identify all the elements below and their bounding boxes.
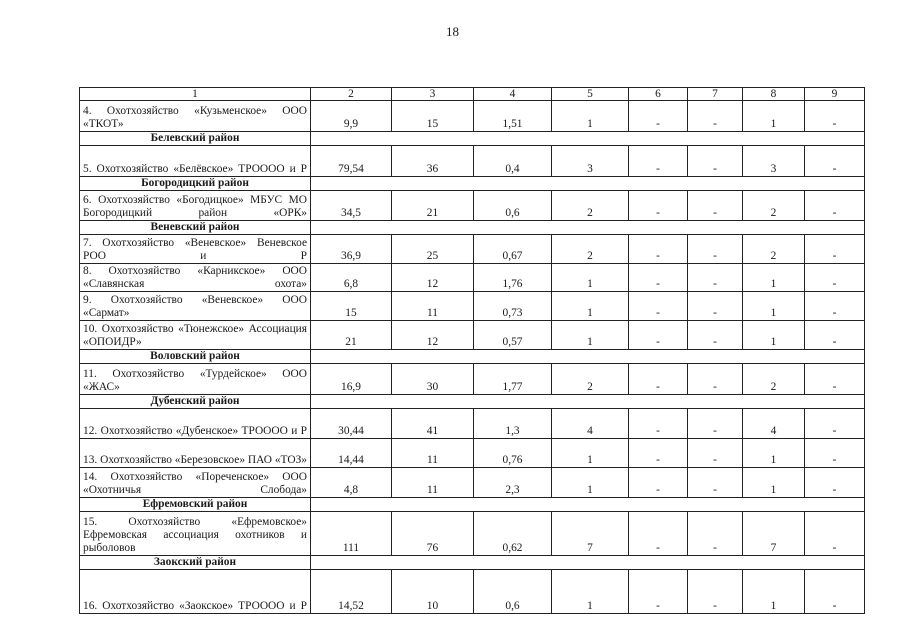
- table-cell: 34,5: [311, 191, 392, 221]
- column-header: 8: [743, 88, 805, 101]
- district-filler: [311, 177, 865, 191]
- table-cell: 1: [743, 292, 805, 321]
- table-cell: -: [688, 409, 743, 439]
- district-name: Ефремовский район: [80, 498, 311, 512]
- table-cell: 4: [552, 409, 629, 439]
- table-cell: 0,67: [474, 235, 552, 264]
- table-cell: -: [688, 235, 743, 264]
- district-filler: [311, 221, 865, 235]
- table-cell: 111: [311, 512, 392, 556]
- table-cell: 1,51: [474, 101, 552, 132]
- district-filler: [311, 132, 865, 146]
- table-cell: 1: [552, 321, 629, 350]
- table-row: [80, 235, 865, 264]
- column-header: 7: [688, 88, 743, 101]
- table-cell: 9,9: [311, 101, 392, 132]
- hunting-farm-name: 5. Охотхозяйство «Белёвское» ТРОООО и Р: [80, 146, 311, 177]
- table-cell: 0,6: [474, 570, 552, 614]
- table-cell: 76: [392, 512, 474, 556]
- table-cell: 3: [743, 146, 805, 177]
- table-cell: -: [629, 264, 688, 292]
- table-cell: 0,62: [474, 512, 552, 556]
- table-cell: -: [805, 439, 865, 468]
- table-cell: 11: [392, 292, 474, 321]
- table-cell: 1: [743, 439, 805, 468]
- table-cell: 2: [743, 191, 805, 221]
- table-cell: 2,3: [474, 468, 552, 498]
- table-cell: 4,8: [311, 468, 392, 498]
- table-cell: 0,6: [474, 191, 552, 221]
- table-cell: 4: [743, 409, 805, 439]
- table-cell: -: [629, 191, 688, 221]
- table-cell: 36,9: [311, 235, 392, 264]
- table-row: [80, 321, 865, 350]
- table-cell: -: [629, 235, 688, 264]
- table-cell: 2: [552, 235, 629, 264]
- table-cell: 14,52: [311, 570, 392, 614]
- hunting-farm-name: 13. Охотхозяйство «Березовское» ПАО «ТОЗ»: [80, 439, 311, 468]
- column-header: 5: [552, 88, 629, 101]
- data-table: [79, 87, 865, 614]
- district-filler: [311, 556, 865, 570]
- table-cell: 10: [392, 570, 474, 614]
- table-cell: 12: [392, 321, 474, 350]
- table-cell: 25: [392, 235, 474, 264]
- table-cell: 0,73: [474, 292, 552, 321]
- hunting-farm-name: 12. Охотхозяйство «Дубенское» ТРОООО и Р: [80, 409, 311, 439]
- table-row: [80, 101, 865, 132]
- header-row: [80, 88, 865, 101]
- table-cell: 14,44: [311, 439, 392, 468]
- table-cell: -: [805, 512, 865, 556]
- table-cell: 1: [552, 439, 629, 468]
- table-cell: 0,76: [474, 439, 552, 468]
- table-cell: 7: [743, 512, 805, 556]
- table-cell: -: [629, 101, 688, 132]
- district-row: [80, 132, 865, 146]
- district-name: Богородицкий район: [80, 177, 311, 191]
- hunting-farm-name: 7. Охотхозяйство «Веневское» Веневское РОО и Р: [80, 235, 311, 264]
- table-cell: -: [688, 101, 743, 132]
- district-row: [80, 395, 865, 409]
- table-cell: -: [805, 570, 865, 614]
- table-row: [80, 191, 865, 221]
- table-cell: -: [629, 468, 688, 498]
- table-cell: -: [629, 364, 688, 395]
- column-header: 2: [311, 88, 392, 101]
- table-cell: 7: [552, 512, 629, 556]
- table-cell: -: [629, 321, 688, 350]
- district-row: [80, 498, 865, 512]
- table-cell: -: [688, 439, 743, 468]
- table-cell: -: [629, 292, 688, 321]
- table-cell: 11: [392, 439, 474, 468]
- table-cell: -: [629, 146, 688, 177]
- table-cell: -: [805, 235, 865, 264]
- table-cell: 1: [552, 101, 629, 132]
- table-cell: -: [688, 146, 743, 177]
- table-cell: -: [805, 321, 865, 350]
- column-header: 9: [805, 88, 865, 101]
- table-row: [80, 512, 865, 556]
- table-cell: -: [688, 292, 743, 321]
- table-cell: 15: [392, 101, 474, 132]
- table-row: [80, 146, 865, 177]
- district-row: [80, 221, 865, 235]
- table-cell: 2: [552, 364, 629, 395]
- table-cell: -: [629, 570, 688, 614]
- district-name: Дубенский район: [80, 395, 311, 409]
- district-row: [80, 556, 865, 570]
- hunting-farm-name: 9. Охотхозяйство «Веневское» ООО «Сармат»: [80, 292, 311, 321]
- table-cell: 2: [743, 235, 805, 264]
- table-cell: 15: [311, 292, 392, 321]
- hunting-farm-name: 15. Охотхозяйство «Ефремовское» Ефремовская ассоциация охотников и рыболовов: [80, 512, 311, 556]
- table-cell: -: [805, 146, 865, 177]
- table-row: [80, 570, 865, 614]
- table-cell: 3: [552, 146, 629, 177]
- table-cell: -: [805, 191, 865, 221]
- table-row: [80, 439, 865, 468]
- hunting-farm-name: 8. Охотхозяйство «Карникское» ООО «Славянская охота»: [80, 264, 311, 292]
- table-row: [80, 292, 865, 321]
- table-cell: 1: [743, 570, 805, 614]
- district-name: Воловский район: [80, 350, 311, 364]
- district-row: [80, 350, 865, 364]
- table-cell: -: [805, 292, 865, 321]
- table-cell: 1,76: [474, 264, 552, 292]
- column-header: 1: [80, 88, 311, 101]
- table-cell: 0,4: [474, 146, 552, 177]
- table-cell: 1: [743, 264, 805, 292]
- table-cell: 16,9: [311, 364, 392, 395]
- hunting-farm-name: 14. Охотхозяйство «Пореченское» ООО «Охотничья Слобода»: [80, 468, 311, 498]
- table-cell: -: [805, 409, 865, 439]
- column-header: 3: [392, 88, 474, 101]
- table-cell: 1: [743, 321, 805, 350]
- table-cell: 79,54: [311, 146, 392, 177]
- hunting-farm-name: 11. Охотхозяйство «Турдейское» ООО «ЖАС»: [80, 364, 311, 395]
- table-cell: 21: [392, 191, 474, 221]
- table-row: [80, 364, 865, 395]
- table-cell: -: [688, 364, 743, 395]
- table-cell: -: [629, 512, 688, 556]
- table-cell: -: [688, 264, 743, 292]
- table-cell: 1: [552, 570, 629, 614]
- district-name: Веневский район: [80, 221, 311, 235]
- table-cell: 2: [552, 191, 629, 221]
- table-cell: -: [805, 468, 865, 498]
- table-cell: 1: [743, 468, 805, 498]
- table-cell: 36: [392, 146, 474, 177]
- table-cell: 1: [552, 468, 629, 498]
- table-cell: -: [805, 101, 865, 132]
- table-cell: 30,44: [311, 409, 392, 439]
- table-cell: 1: [552, 292, 629, 321]
- hunting-farm-name: 10. Охотхозяйство «Тюнежское» Ассоциация «ОПОИДР»: [80, 321, 311, 350]
- district-filler: [311, 350, 865, 364]
- table-cell: -: [688, 321, 743, 350]
- column-header: 6: [629, 88, 688, 101]
- table-cell: 12: [392, 264, 474, 292]
- hunting-farm-name: 16. Охотхозяйство «Заокское» ТРОООО и Р: [80, 570, 311, 614]
- table-cell: 30: [392, 364, 474, 395]
- table-cell: 2: [743, 364, 805, 395]
- column-header: 4: [474, 88, 552, 101]
- district-filler: [311, 498, 865, 512]
- table-cell: 11: [392, 468, 474, 498]
- table-cell: -: [688, 570, 743, 614]
- table-cell: -: [688, 468, 743, 498]
- table-cell: 6,8: [311, 264, 392, 292]
- district-row: [80, 177, 865, 191]
- table-cell: 1,77: [474, 364, 552, 395]
- district-name: Заокский район: [80, 556, 311, 570]
- district-name: Белевский район: [80, 132, 311, 146]
- table-cell: -: [629, 439, 688, 468]
- table-row: [80, 264, 865, 292]
- table-cell: -: [688, 512, 743, 556]
- table-cell: -: [688, 191, 743, 221]
- table-cell: 1: [743, 101, 805, 132]
- page-number: 18: [446, 24, 459, 39]
- hunting-farm-name: 6. Охотхозяйство «Богодицкое» МБУС МО Богородицкий район «ОРК»: [80, 191, 311, 221]
- table-cell: -: [629, 409, 688, 439]
- table-cell: 41: [392, 409, 474, 439]
- table-row: [80, 468, 865, 498]
- hunting-farm-name: 4. Охотхозяйство «Кузьменское» ООО «ТКОТ»: [80, 101, 311, 132]
- table-cell: 1: [552, 264, 629, 292]
- table-cell: 1,3: [474, 409, 552, 439]
- table-cell: 0,57: [474, 321, 552, 350]
- table-cell: -: [805, 264, 865, 292]
- table-cell: 21: [311, 321, 392, 350]
- table-row: [80, 409, 865, 439]
- district-filler: [311, 395, 865, 409]
- table-cell: -: [805, 364, 865, 395]
